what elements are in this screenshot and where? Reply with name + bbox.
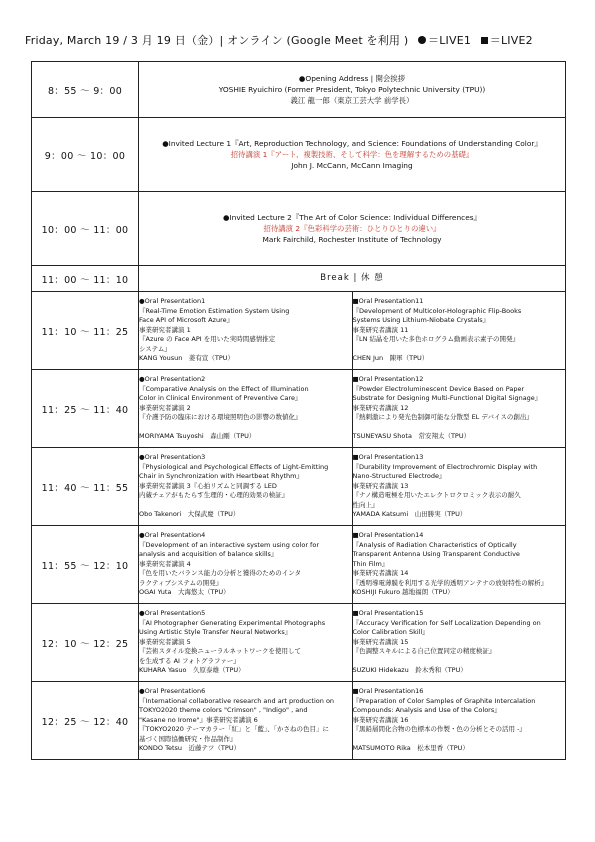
lecture-jp-text: 『アート、複製技術、そして科学：色を理解するための基礎』: [267, 150, 474, 159]
session-row: [32, 448, 566, 526]
presentation-line: 事業研究者講演 11: [352, 325, 409, 334]
session-row: [32, 292, 566, 370]
live1-label: ＝LIVE1: [428, 34, 472, 47]
session-row: [32, 682, 566, 760]
time-slot: 12：25 〜 12：40: [32, 682, 139, 760]
presentation-line: システム』: [139, 344, 171, 353]
presentation-line: Chair in Synchronization with Heartbeat Rhythm』: [139, 472, 303, 481]
presentation-cell-left: [139, 292, 353, 370]
schedule-table: [31, 61, 566, 760]
lecture-jp-text: 『色彩科学の芸術：ひとりひとりの違い』: [300, 224, 441, 233]
presentation-line: 事業研究者講演 4: [139, 559, 191, 568]
presentation-line: 事業研究者講演 2: [139, 403, 191, 412]
presentation-cell-right: [352, 526, 566, 604]
presentation-line: 『International collaborative research and art production on: [139, 696, 335, 705]
presentation-cell-left: [139, 448, 353, 526]
presentation-line: TOKYO2020 theme colors "Crimson" , "Indigo" , and: [139, 706, 308, 715]
presentation-line: Systems Using Lithium-Niobate Crystals』: [352, 316, 490, 325]
presentation-line: 『Development of Multicolor-Holographic Flip-Books: [352, 306, 522, 315]
time-slot: 12：10 〜 12：25: [32, 604, 139, 682]
presentation-line: ●Oral Presentation5: [139, 608, 206, 617]
presentation-line: 『Accuracy Verification for Self Localization Depending on: [352, 618, 541, 627]
presentation-line: 基づく国際協働研究・作品制作』: [139, 734, 237, 743]
presentation-line: 事業研究者講演 14: [352, 569, 409, 578]
presentation-line: 『Powder Electroluminescent Device Based on Paper: [352, 384, 525, 393]
schedule-row: [32, 266, 566, 292]
presentation-line: 『ナノ構造電極を用いたエレクトロクロミック表示の耐久: [352, 491, 521, 500]
live2-label: ＝LIVE2: [489, 34, 533, 47]
presentation-line: 『透明導電薄膜を利用する光学的透明アンテナの放射特性の解析』: [352, 578, 548, 587]
plenary-cell: [139, 192, 566, 266]
presentation-line: analysis and acquisition of balance skills』: [139, 550, 278, 559]
circle-icon: [418, 36, 426, 44]
presentation-line: TSUNEYASU Shota 常安翔太（TPU）: [352, 432, 471, 441]
plenary-line: 義江 龍一郎（東京工芸大学 前学長）: [290, 96, 414, 105]
session-row: [32, 370, 566, 448]
presentation-line: ●Oral Presentation3: [139, 452, 206, 461]
presentation-line: 『色を用いたバランス能力の分析と獲得のためのインタ: [139, 569, 302, 578]
presentation-line: ■Oral Presentation16: [352, 686, 424, 695]
plenary-line: ●Invited Lecture 2『The Art of Color Science: Individual Differences』: [223, 213, 481, 222]
presentation-line: ■Oral Presentation13: [352, 452, 424, 461]
presentation-line: Using Artistic Style Transfer Neural Networks』: [139, 628, 292, 637]
presentation-line: MORIYAMA Tsuyoshi 森山剛（TPU）: [139, 432, 256, 441]
presentation-line: OGAI Yuta 大海悠太（TPU）: [139, 588, 230, 597]
plenary-cell: [139, 62, 566, 118]
schedule-row: [32, 118, 566, 192]
presentation-line: Transparent Antenna Using Transparent Conductive: [352, 550, 520, 559]
presentation-line: SUZUKI Hidekazu 鈴木秀和（TPU）: [352, 666, 467, 675]
presentation-line: 『Development of an interactive system using color for: [139, 540, 319, 549]
schedule-date: Friday, March 19 / 3 月 19 日（金）| オンライン (Google Meet を利用 ): [25, 34, 409, 47]
plenary-cell: [139, 118, 566, 192]
presentation-line: ●Oral Presentation6: [139, 686, 206, 695]
presentation-line: ■Oral Presentation12: [352, 374, 424, 383]
presentation-cell-left: [139, 526, 353, 604]
presentation-cell-left: [139, 604, 353, 682]
presentation-line: 『介護予防の臨床における環境照明色の影響の数値化』: [139, 413, 302, 422]
presentation-line: Compounds: Analysis and Use of the Colors』: [352, 706, 501, 715]
schedule-row: [32, 192, 566, 266]
presentation-line: KOSHIJI Fukuro 越地福朗（TPU）: [352, 588, 454, 597]
presentation-line: Substrate for Designing Multi-Functional Digital Signage』: [352, 394, 542, 403]
presentation-line: Color Calibration Skill』: [352, 628, 429, 637]
presentation-line: 『黒鉛層間化合物の色標本の作製・色の分析とその活用 -』: [352, 725, 526, 734]
break-label: Break | 休 憩: [139, 266, 566, 292]
plenary-line: ●Invited Lecture 1『Art, Reproduction Technology, and Science: Foundations of Understanding Color』: [162, 139, 542, 148]
presentation-line: 『Azure の Face API を用いた実時間感情推定: [139, 335, 276, 344]
presentation-line: 事業研究者講演 16: [352, 715, 409, 724]
presentation-line: 事業研究者講演 5: [139, 637, 191, 646]
presentation-line: 事業研究者講演 12: [352, 403, 409, 412]
time-slot: 11：25 〜 11：40: [32, 370, 139, 448]
presentation-line: 『Preparation of Color Samples of Graphite Intercalation: [352, 696, 536, 705]
presentation-line: CHEN Jun 陳軍（TPU）: [352, 354, 429, 363]
plenary-line: YOSHIE Ryuichiro (Former President, Tokyo Polytechnic University (TPU)): [218, 85, 486, 94]
time-slot: 11：10 〜 11：25: [32, 292, 139, 370]
presentation-line: KUHARA Yasuo 久原泰雄（TPU）: [139, 666, 245, 675]
session-row: [32, 604, 566, 682]
time-slot: 9：00 〜 10：00: [32, 118, 139, 192]
presentation-line: Nano-Structured Electrode』: [352, 472, 446, 481]
presentation-line: MATSUMOTO Rika 松本里香（TPU）: [352, 744, 469, 753]
presentation-line: 『Analysis of Radiation Characteristics of Optically: [352, 540, 517, 549]
lecture-jp-prefix: 招待講演 1: [230, 150, 268, 159]
presentation-line: 『Durability Improvement of Electrochromic Display with: [352, 462, 538, 471]
presentation-line: 性向上』: [352, 500, 379, 509]
presentation-cell-right: [352, 682, 566, 760]
presentation-cell-left: [139, 682, 353, 760]
presentation-line: ラクティブシステムの開発』: [139, 578, 223, 587]
presentation-line: 『熱刺激により発光色制御可能な分散型 EL デバイスの創出』: [352, 413, 533, 422]
presentation-line: ●Oral Presentation1: [139, 296, 206, 305]
presentation-line: ■Oral Presentation14: [352, 530, 424, 539]
presentation-line: Thin Film』: [352, 559, 389, 568]
presentation-cell-right: [352, 292, 566, 370]
schedule-row: [32, 62, 566, 118]
presentation-line: 事業研究者講演 3『心拍リズムと同調する LED: [139, 481, 277, 490]
presentation-line: 『LN 結晶を用いた多色ホログラム動画表示素子の開発』: [352, 335, 519, 344]
session-row: [32, 526, 566, 604]
speaker-line: John J. McCann, McCann Imaging: [291, 161, 413, 170]
presentation-line: Color in Clinical Environment of Preventive Care』: [139, 394, 302, 403]
time-slot: 10：00 〜 11：00: [32, 192, 139, 266]
square-icon: [481, 37, 488, 44]
presentation-line: KONDO Tetsu 近藤テツ（TPU）: [139, 744, 241, 753]
plenary-line: ●Opening Address | 開会挨拶: [298, 74, 406, 83]
presentation-line: 『Physiological and Psychological Effects of Light-Emitting: [139, 462, 329, 471]
lecture-jp-title: [139, 223, 565, 234]
presentation-cell-right: [352, 604, 566, 682]
presentation-line: 『TOKYO2020 テーマカラー「紅」と「藍」、「かさねの色目」に: [139, 725, 329, 734]
presentation-line: 『Real-Time Emotion Estimation System Using: [139, 306, 290, 315]
speaker-line: Mark Fairchild, Rochester Institute of Technology: [262, 235, 442, 244]
presentation-line: 『Comparative Analysis on the Effect of Illumination: [139, 384, 309, 393]
presentation-line: 『AI Photographer Generating Experimental Photographs: [139, 618, 326, 627]
time-slot: 11：55 〜 12：10: [32, 526, 139, 604]
presentation-line: ●Oral Presentation2: [139, 374, 206, 383]
presentation-cell-left: [139, 370, 353, 448]
presentation-line: を生成する AI フォトグラファー』: [139, 656, 240, 665]
presentation-cell-right: [352, 448, 566, 526]
presentation-line: KANG Yousun 姜有宣（TPU）: [139, 354, 235, 363]
time-slot: 11：40 〜 11：55: [32, 448, 139, 526]
presentation-line: ■Oral Presentation11: [352, 296, 424, 305]
time-slot: 11：00 〜 11：10: [32, 266, 139, 292]
lecture-jp-title: [139, 149, 565, 160]
presentation-line: 『色調整スキルによる自己位置同定の精度検証』: [352, 647, 496, 656]
presentation-line: 事業研究者講演 13: [352, 481, 409, 490]
presentation-line: 事業研究者講演 15: [352, 637, 409, 646]
page-header: [25, 32, 585, 48]
presentation-line: Face API of Microsoft Azure』: [139, 316, 234, 325]
presentation-line: 『芸術スタイル変換ニューラルネットワークを使用して: [139, 647, 301, 656]
presentation-cell-right: [352, 370, 566, 448]
lecture-jp-prefix: 招待講演 2: [263, 224, 301, 233]
presentation-line: 内蔵チェアがもたらす生理的・心理的効果の検証』: [139, 491, 289, 500]
presentation-line: ■Oral Presentation15: [352, 608, 424, 617]
presentation-line: "Kasane no Irome"』事業研究者講演 6: [139, 715, 258, 724]
time-slot: 8：55 〜 9：00: [32, 62, 139, 118]
presentation-line: YAMADA Katsumi 山田勝実（TPU）: [352, 510, 467, 519]
presentation-line: ●Oral Presentation4: [139, 530, 206, 539]
presentation-line: Obo Takenori 大保武慶（TPU）: [139, 510, 240, 519]
presentation-line: 事業研究者講演 1: [139, 325, 191, 334]
